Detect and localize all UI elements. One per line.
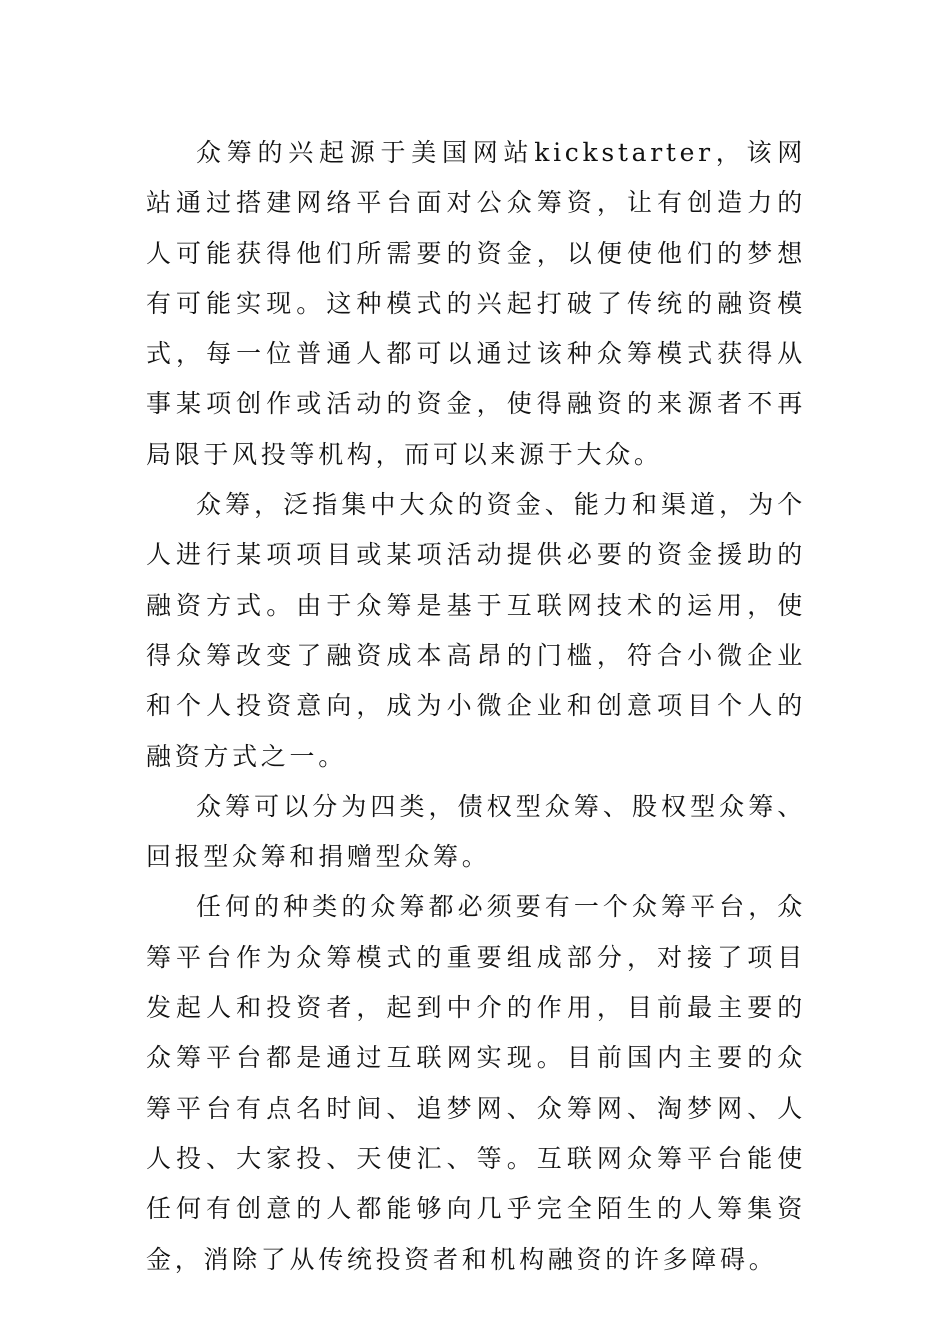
paragraph-crowdfunding-origin: 众筹的兴起源于美国网站kickstarter，该网站通过搭建网络平台面对公众筹资，让有创造力的人可能获得他们所需要的资金，以便使他们的梦想有可能实现。这种模式的兴起打破了传统的融资模式，每一位普通人都可以通过该种众筹模式获得从事某项创作或活动的资金，使得融资的来源者不再局限于风投等机构，而可以来源于大众。 — [146, 138, 806, 469]
paragraph-crowdfunding-definition: 众筹，泛指集中大众的资金、能力和渠道，为个人进行某项项目或某项活动提供必要的资金援助的融资方式。由于众筹是基于互联网技术的运用，使得众筹改变了融资成本高昂的门槛，符合小微企业和个人投资意向，成为小微企业和创意项目个人的融资方式之一。 — [146, 490, 806, 771]
paragraph-crowdfunding-platforms: 任何的种类的众筹都必须要有一个众筹平台，众筹平台作为众筹模式的重要组成部分，对接了项目发起人和投资者，起到中介的作用，目前最主要的众筹平台都是通过互联网实现。目前国内主要的众筹平台有点名时间、追梦网、众筹网、淘梦网、人人投、大家投、天使汇、等。互联网众筹平台能使任何有创意的人都能够向几乎完全陌生的人筹集资金，消除了从传统投资者和机构融资的许多障碍。 — [146, 892, 806, 1274]
paragraph-crowdfunding-types: 众筹可以分为四类，债权型众筹、股权型众筹、回报型众筹和捐赠型众筹。 — [146, 791, 806, 872]
document-body — [146, 128, 806, 1285]
